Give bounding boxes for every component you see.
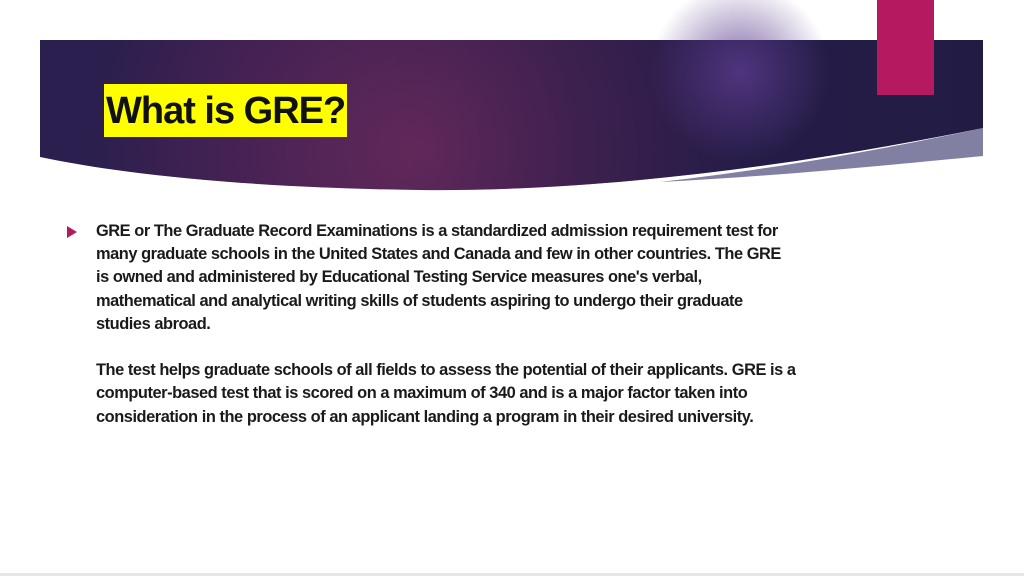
accent-tab <box>877 0 934 95</box>
title-highlight <box>104 84 347 137</box>
paragraph: The test helps graduate schools of all fields to assess the potential of their applicants. GRE is a computer-based test that is scored on a maximum of 340 and is a major factor taken into consideration in the process of an applicant landing a program in their desired university. <box>96 361 796 426</box>
paragraph: GRE or The Graduate Record Examinations is a standardized admission requirement test for many graduate schools in the United States and Canada and few in other countries. The GRE is owned and administered by Educational Testing Service measures one's verbal, mathematical and analytical writing skills of students aspiring to undergo their graduate studies abroad. <box>96 222 781 333</box>
triangle-bullet-icon <box>67 226 77 238</box>
slide-title: What is GRE? <box>106 89 346 132</box>
body-text <box>96 220 796 429</box>
